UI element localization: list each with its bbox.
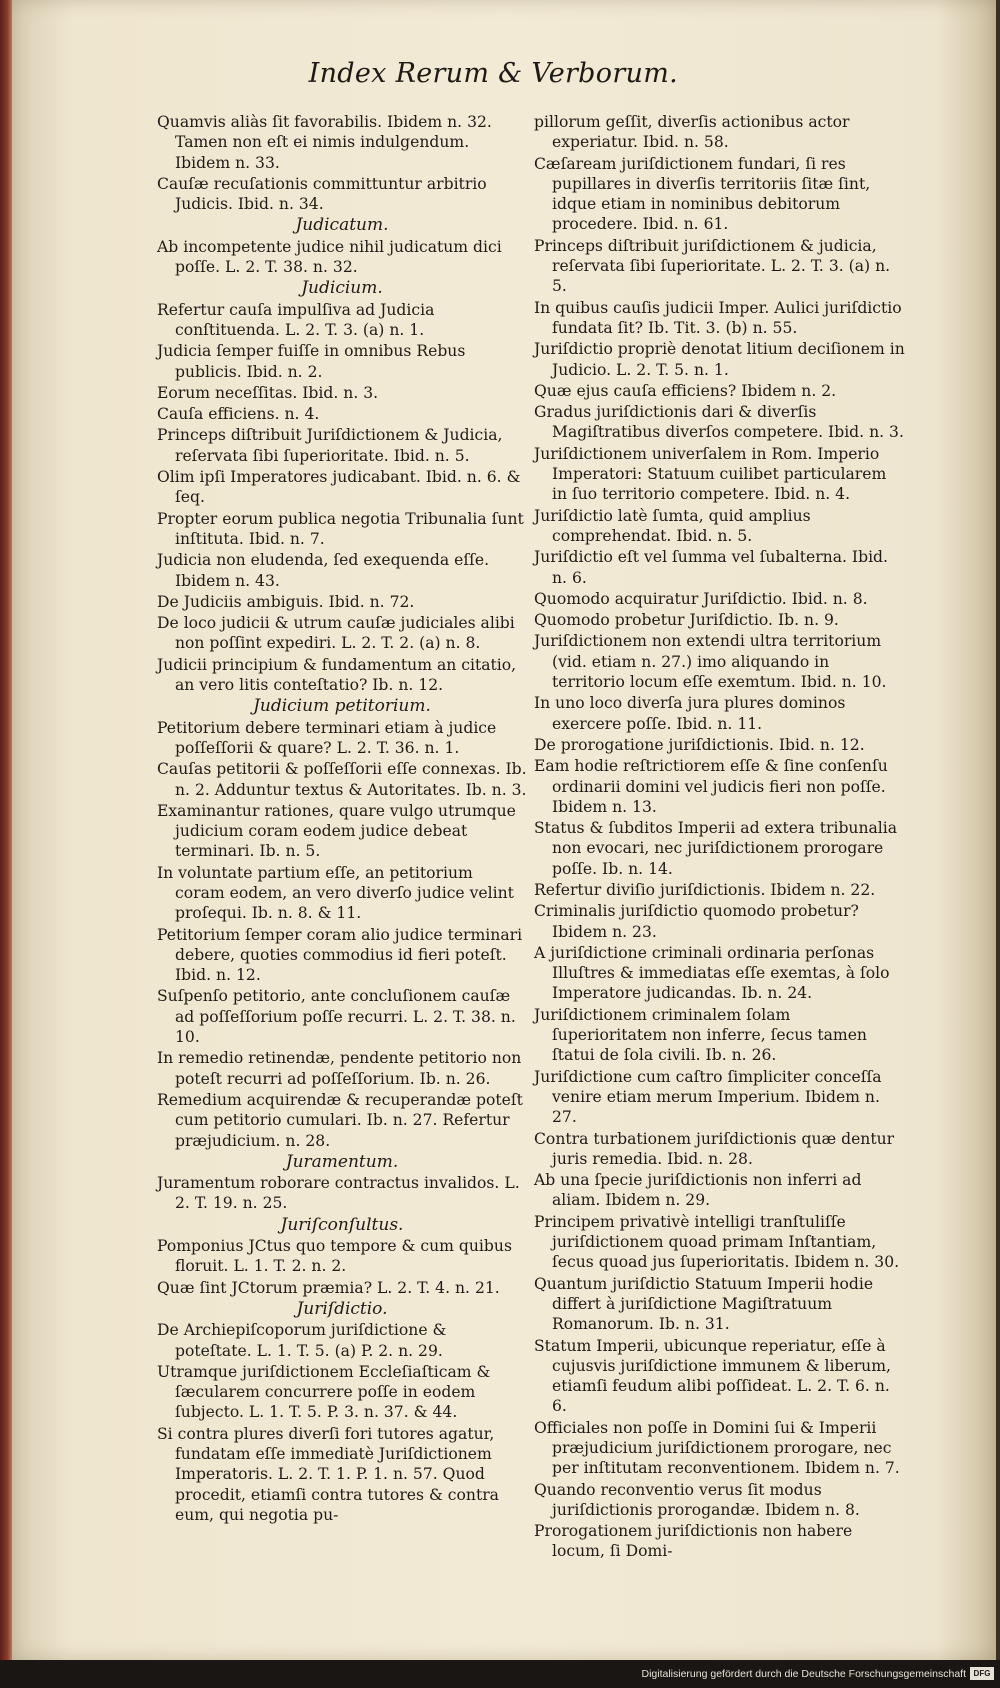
index-entry: Quantum juriſdictio Statuum Imperii hodie differt à juriſdictione Magiſtratuum Romanorum. Ib. n. 31. — [534, 1274, 874, 1334]
page-header — [12, 58, 996, 89]
index-entry: Cæſaream juriſdictionem fundari, ſi res pupillares in diverſis territoriis ſitæ ſint, idque etiam in nominibus debitorum procedere. Ibid. n. 61. — [534, 154, 871, 234]
index-entry: Remedium acquirendæ & recuperandæ poteſt cum petitorio cumulari. Ib. n. 27. Refertur præjudicium. n. 28. — [157, 1090, 523, 1150]
book-page — [12, 0, 996, 1660]
section-heading: Juriſconſultus. — [280, 1214, 404, 1235]
index-entry: Judicia non eludenda, ſed exequenda eſſe. Ibidem n. 43. — [157, 551, 490, 590]
index-entry: De prorogatione juriſdictionis. Ibid. n. 12. — [534, 735, 865, 754]
index-entry: Refertur diviſio juriſdictionis. Ibidem n. 22. — [534, 880, 876, 899]
index-entry: Si contra plures diverſi fori tutores agatur, fundatam eſſe immediatè Juriſdictionem Imperatoris. L. 2. T. 1. P. 1. n. 57. Quod procedit, etiamſi contra tutores & contra eum, qui negotia pu- — [157, 1424, 499, 1524]
section-heading: Judicium. — [301, 278, 383, 299]
left-column — [157, 112, 527, 1526]
index-entry: Eorum neceſſitas. Ibid. n. 3. — [157, 383, 379, 402]
index-entry: Pomponius JCtus quo tempore & cum quibus floruit. L. 1. T. 2. n. 2. — [157, 1237, 512, 1276]
index-entry: Judicia ſemper fuiſſe in omnibus Rebus publicis. Ibid. n. 2. — [157, 342, 466, 381]
index-entry: Eam hodie reſtrictiorem eſſe & ſine conſenſu ordinarii domini vel judicis fieri non poſſe. Ibidem n. 13. — [534, 757, 888, 816]
index-entry: Juriſdictione cum caſtro ſimpliciter conceſſa venire etiam merum Imperium. Ibidem n. 27. — [534, 1067, 882, 1127]
index-entry: Quæ ſint JCtorum præmia? L. 2. T. 4. n. 21. — [157, 1278, 500, 1297]
index-entry: Principem privativè intelligi tranſtuliſſe juriſdictionem quoad primam Inſtantiam, ſecus quoad jus ſuperioritatis. Ibidem n. 30. — [534, 1212, 900, 1272]
index-entry: Cauſæ recuſationis committuntur arbitrio Judicis. Ibid. n. 34. — [157, 174, 487, 214]
section-heading: Juramentum. — [285, 1151, 399, 1172]
funding-notice: Digitalisierung gefördert durch die Deutsche Forschungsgemeinschaft — [641, 1668, 966, 1680]
index-entry: In voluntate partium eſſe, an petitorium coram eodem, an vero diverſo judice velint proſequi. Ib. n. 8. & 11. — [157, 863, 514, 923]
index-entry: Juriſdictionem univerſalem in Rom. Imperio Imperatori: Statuum cuilibet particularem in ſuo territorio competere. Ibid. n. 4. — [534, 444, 887, 504]
dfg-logo-icon: DFG — [970, 1667, 994, 1680]
index-entry: Juriſdictio propriè denotat litium deciſionem in Judicio. L. 2. T. 5. n. 1. — [534, 340, 905, 379]
index-entry: Propter eorum publica negotia Tribunalia ſunt inſtituta. Ibid. n. 7. — [157, 509, 524, 548]
index-entry: Princeps diſtribuit Juriſdictionem & Judicia, reſervata ſibi ſuperioritate. Ibid. n. 5. — [157, 426, 503, 465]
index-entry: Prorogationem juriſdictionis non habere locum, ſi Domi- — [534, 1522, 853, 1561]
index-entry: Juriſdictio eſt vel ſumma vel ſubalterna. Ibid. n. 6. — [534, 548, 888, 587]
index-entry: Quomodo acquiratur Juriſdictio. Ibid. n. 8. — [534, 589, 868, 608]
right-column — [534, 112, 906, 1563]
index-title: Index Rerum & Verborum. — [308, 58, 678, 89]
index-entry: Quomodo probetur Juriſdictio. Ib. n. 9. — [534, 611, 839, 630]
index-entry: Juriſdictionem non extendi ultra territorium (vid. etiam n. 27.) imo aliquando in territorio locum eſſe exemtum. Ibid. n. 10. — [534, 632, 887, 692]
index-entry: In remedio retinendæ, pendente petitorio non poteſt recurri ad poſſeſſorium. Ib. n. 26. — [157, 1049, 522, 1088]
index-entry: Juriſdictionem criminalem ſolam ſuperioritatem non inferre, ſecus tamen ſtatui de ſola civili. Ib. n. 26. — [534, 1005, 867, 1065]
section-heading: Judicatum. — [295, 215, 389, 236]
index-entry: Gradus juriſdictionis dari & diverſis Magiſtratibus diverſos competere. Ibid. n. 3. — [534, 403, 904, 442]
index-entry: De Archiepiſcoporum juriſdictione & poteſtate. L. 1. T. 5. (a) P. 2. n. 29. — [157, 1321, 447, 1360]
index-entry: Contra turbationem juriſdictionis quæ dentur juris remedia. Ibid. n. 28. — [534, 1129, 895, 1168]
index-entry: Criminalis juriſdictio quomodo probetur? Ibidem n. 23. — [534, 902, 859, 941]
index-entry: Status & ſubditos Imperii ad extera tribunalia non evocari, nec juriſdictionem prorogare poſſe. Ib. n. 14. — [534, 819, 898, 878]
index-entry: Quamvis aliàs ſit favorabilis. Ibidem n. 32. Tamen non eſt ei nimis indulgendum. Ibidem n. 33. — [157, 113, 492, 172]
index-entry: Quando reconventio verus ſit modus juriſdictionis prorogandæ. Ibidem n. 8. — [534, 1480, 860, 1519]
index-entry: Quæ ejus cauſa efficiens? Ibidem n. 2. — [534, 381, 837, 400]
index-entry: Cauſas petitorii & poſſeſſorii eſſe connexas. Ib. n. 2. Adduntur textus & Autoritates. Ib. n. 3. — [157, 760, 527, 799]
index-entry: Examinantur rationes, quare vulgo utrumque judicium coram eodem judice debeat terminari. Ib. n. 5. — [157, 801, 516, 861]
index-entry: Ab incompetente judice nihil judicatum dici poſſe. L. 2. T. 38. n. 32. — [157, 237, 502, 277]
index-entry: Petitorium debere terminari etiam à judice poſſeſſorii & quare? L. 2. T. 36. n. 1. — [157, 718, 497, 757]
index-entry: Olim ipſi Imperatores judicabant. Ibid. n. 6. & ſeq. — [157, 468, 521, 507]
index-entry: Judicii principium & fundamentum an citatio, an vero litis conteſtatio? Ib. n. 12. — [157, 655, 517, 695]
index-entry: Suſpenſo petitorio, ante concluſionem cauſæ ad poſſeſſorium poſſe recurri. L. 2. T. 38. n. 10. — [157, 987, 516, 1047]
index-entry: Juriſdictio latè ſumta, quid amplius comprehendat. Ibid. n. 5. — [534, 506, 811, 545]
index-entry: Utramque juriſdictionem Eccleſiaſticam & ſæcularem concurrere poſſe in eodem ſubjecto. L. 1. T. 5. P. 3. n. 37. & 44. — [157, 1362, 491, 1422]
footer-bar — [0, 1660, 1000, 1688]
index-entry: Princeps diſtribuit juriſdictionem & judicia, reſervata ſibi ſuperioritate. L. 2. T. 3. (a) n. 5. — [534, 236, 891, 296]
index-entry: Statum Imperii, ubicunque reperiatur, eſſe à cujusvis juriſdictione immunem & liberum, etiamſi feudum alibi poſſideat. L. 2. T. 6. n. 6. — [534, 1336, 891, 1416]
book-edge — [0, 0, 12, 1660]
index-entry: pillorum geſſit, diverſis actionibus actor experiatur. Ibid. n. 58. — [534, 113, 850, 152]
section-heading: Juriſdictio. — [296, 1298, 388, 1319]
index-entry: Juramentum roborare contractus invalidos. L. 2. T. 19. n. 25. — [157, 1174, 520, 1213]
index-entry: Officiales non poſſe in Domini ſui & Imperii præjudicium juriſdictionem prorogare, nec per inſtitutam reconventionem. Ibidem n. 7. — [534, 1418, 900, 1478]
index-entry: A juriſdictione criminali ordinaria perſonas Illuſtres & immediatas eſſe exemtas, à ſolo Imperatore judicandas. Ib. n. 24. — [534, 943, 890, 1003]
index-entry: De Judiciis ambiguis. Ibid. n. 72. — [157, 592, 415, 611]
index-entry: Refertur cauſa impulſiva ad Judicia conſtituenda. L. 2. T. 3. (a) n. 1. — [157, 300, 435, 339]
index-entry: In uno loco diverſa jura plures dominos exercere poſſe. Ibid. n. 11. — [534, 694, 846, 733]
index-entry: Ab una ſpecie juriſdictionis non inferri ad aliam. Ibidem n. 29. — [534, 1171, 862, 1210]
index-entry: Petitorium ſemper coram alio judice terminari debere, quoties commodius id fieri poteſt. Ibid. n. 12. — [157, 925, 523, 985]
index-entry: Cauſa efficiens. n. 4. — [157, 405, 320, 424]
section-heading: Judicium petitorium. — [253, 696, 431, 717]
index-entry: De loco judicii & utrum cauſæ judiciales alibi non poſſint expediri. L. 2. T. 2. (a) n. 8. — [157, 614, 515, 653]
index-entry: In quibus cauſis judicii Imper. Aulici juriſdictio fundata ſit? Ib. Tit. 3. (b) n. 55. — [534, 298, 902, 337]
